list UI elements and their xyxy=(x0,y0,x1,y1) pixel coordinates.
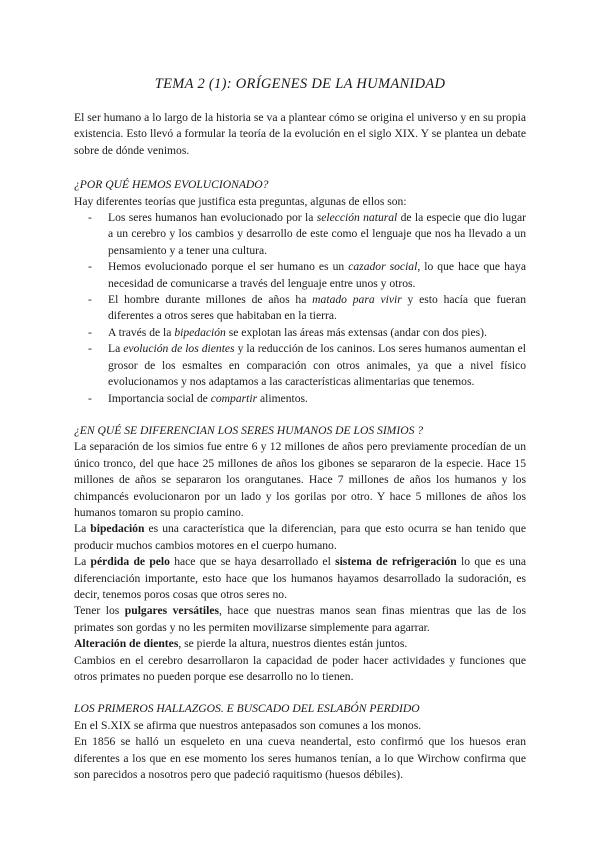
list-item: - La evolución de los dientes y la reducción de los caninos. Los seres humanos aumentan el grosor de los esmaltes en comparación con otros animales, ya que a nivel físico evolucionamos y nos adaptamos a las características alimentarias que tenemos. xyxy=(108,341,526,390)
page-title: TEMA 2 (1): ORÍGENES DE LA HUMANIDAD xyxy=(154,76,446,92)
bold-term: pulgares versátiles xyxy=(124,604,219,618)
theories-list xyxy=(74,210,526,407)
paragraph-separation: La separación de los simios fue entre 6 y 12 millones de años pero previamente procedían de un único tronco, del que hace 25 millones de años los gibones se separaron de la especie. Hace 15 millones de años se separaron los orangutanes. Hace 7 millones de años los humanos y los chimpancés evolucionaron por un lado y los gorilas por otro. Y hace 5 millones de años los humanos tomaron su propio camino. xyxy=(74,440,526,519)
section-lead: Hay diferentes teorías que justifica esta preguntas, algunas de ellos son: xyxy=(74,194,407,208)
key-term: compartir xyxy=(210,391,258,405)
paragraph-hair-loss: La pérdida de pelo hace que se haya desarrollado el sistema de refrigeración lo que es una diferenciación importante, esto hace que los humanos hayamos desarrollado la sudoración, es decir, tenemos poros cosas que otros seres no. xyxy=(74,555,527,601)
bold-term: sistema de refrigeración xyxy=(335,555,457,569)
key-term: cazador social xyxy=(348,260,418,274)
paragraph-bipedation: La bipedación es una característica que la diferencian, para que esto ocurra se han tenido que producir muchos cambios motores en el cuerpo humano. xyxy=(74,522,526,552)
section-heading-why-evolved: ¿POR QUÉ HEMOS EVOLUCIONADO? xyxy=(74,178,269,192)
document-body xyxy=(74,110,526,783)
key-term: matado para vivir xyxy=(312,293,402,307)
section-heading-first-findings: LOS PRIMEROS HALLAZGOS. E BUSCADO DEL ESLABÓN PERDIDO xyxy=(74,702,420,716)
list-item: - A través de la bipedación se explotan las áreas más extensas (andar con dos pies). xyxy=(108,325,526,341)
bold-term: pérdida de pelo xyxy=(90,555,170,569)
intro-paragraph: El ser humano a lo largo de la historia se va a plantear cómo se origina el universo y en su propia existencia. Esto llevó a formular la teoría de la evolución en el siglo XIX. Y se plantea un debate sobre de dónde venimos. xyxy=(74,111,526,157)
list-item: - El hombre durante millones de años ha matado para vivir y esto hacía que fueran diferentes a otros seres que habitaban en la tierra. xyxy=(108,292,526,325)
paragraph-teeth: Alteración de dientes, se pierde la altura, nuestros dientes están juntos. xyxy=(74,637,408,651)
section-heading-differences: ¿EN QUÉ SE DIFERENCIAN LOS SERES HUMANOS DE LOS SIMIOS ? xyxy=(74,423,424,437)
paragraph-thumbs: Tener los pulgares versátiles, hace que nuestras manos sean finas mientras que las de los primates son gordas y no les permiten movilizarse simplemente para agarrar. xyxy=(74,604,526,634)
key-term: evolución de los dientes xyxy=(123,342,235,356)
list-item: - Importancia social de compartir alimentos. xyxy=(108,391,526,407)
key-term: bipedación xyxy=(174,325,226,339)
paragraph-neanderthal: En 1856 se halló un esqueleto en una cueva neandertal, esto confirmó que los huesos eran diferentes a los que en ese momento los seres humanos tenían, a lo que Wirchow confirma que son parecidos a nosotros pero que padeció raquitismo (huesos débiles). xyxy=(74,735,526,782)
bold-term: bipedación xyxy=(90,522,145,536)
list-item: - Hemos evolucionado porque el ser humano es un cazador social, lo que hace que haya necesidad de comunicarse a través del lenguaje entre unos y otros. xyxy=(108,259,526,292)
key-term: selección natural xyxy=(316,211,398,225)
list-item: - Los seres humanos han evolucionado por la selección natural de la especie que dio lugar a un cerebro y los cambios y desarrollo de este como el lenguaje que nos ha llevado a un pensamiento y a tener una cultura. xyxy=(108,210,526,259)
bold-term: Alteración de dientes xyxy=(74,637,179,651)
paragraph-brain: Cambios en el cerebro desarrollaron la capacidad de poder hacer actividades y funciones que otros primates no pueden porque ese desarrollo no lo tienen. xyxy=(74,653,526,683)
paragraph-xix-century: En el S.XIX se afirma que nuestros antepasados son comunes a los monos. xyxy=(74,718,422,732)
